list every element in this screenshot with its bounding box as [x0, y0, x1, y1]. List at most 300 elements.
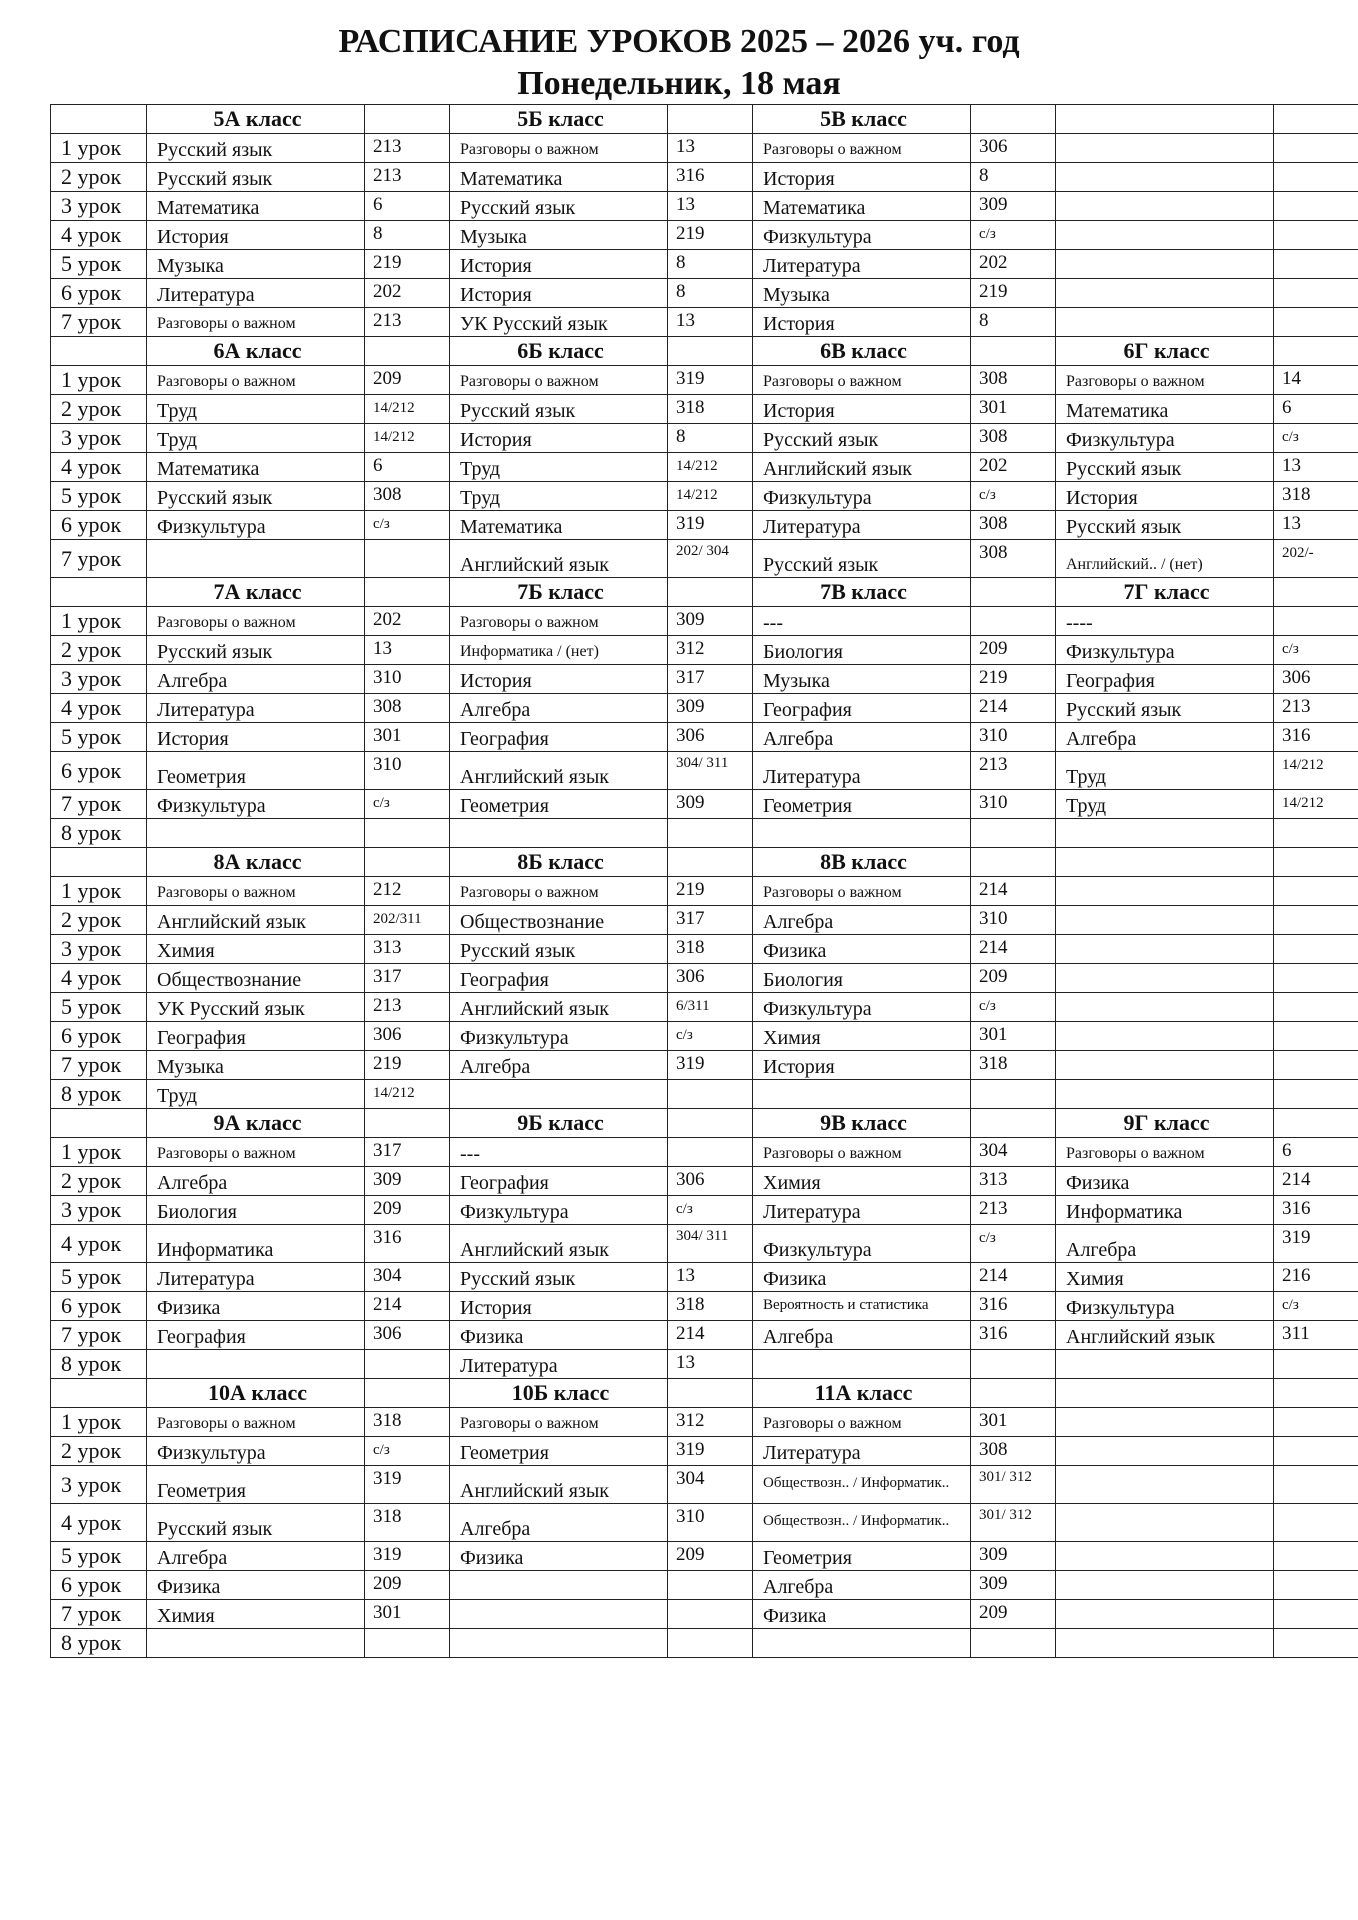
room-cell: с/з — [1274, 1292, 1358, 1321]
room-cell: 304 — [971, 1138, 1056, 1167]
subject-cell: Труд — [147, 1080, 365, 1109]
room-header-cell — [668, 337, 753, 366]
room-cell: 313 — [971, 1167, 1056, 1196]
room-cell: 213 — [365, 163, 450, 192]
lesson-row — [51, 1504, 1358, 1542]
room-cell — [971, 819, 1056, 848]
room-cell — [365, 1629, 450, 1658]
class-header-row — [51, 105, 1358, 134]
subject-cell: Физкультура — [1056, 636, 1274, 665]
lesson-row — [51, 395, 1358, 424]
lesson-number: 6 урок — [51, 511, 147, 540]
room-cell: 213 — [365, 134, 450, 163]
room-cell — [1274, 1408, 1358, 1437]
room-cell: 309 — [668, 694, 753, 723]
room-cell: 318 — [365, 1408, 450, 1437]
room-header-cell — [668, 1109, 753, 1138]
subject-cell: Алгебра — [753, 1321, 971, 1350]
header-corner-cell — [51, 105, 147, 134]
subject-cell: Труд — [450, 453, 668, 482]
lesson-number: 8 урок — [51, 1080, 147, 1109]
subject-cell: Физкультура — [753, 1225, 971, 1263]
room-cell: 306 — [668, 964, 753, 993]
room-cell: 317 — [365, 1138, 450, 1167]
lesson-row — [51, 790, 1358, 819]
lesson-number: 3 урок — [51, 935, 147, 964]
lesson-number: 1 урок — [51, 607, 147, 636]
subject-cell — [1056, 993, 1274, 1022]
room-cell: 14/212 — [365, 1080, 450, 1109]
room-cell: 14/212 — [668, 482, 753, 511]
subject-cell: Алгебра — [1056, 723, 1274, 752]
header-corner-cell — [51, 578, 147, 607]
lesson-row — [51, 1437, 1358, 1466]
subject-cell — [1056, 1437, 1274, 1466]
subject-cell: Разговоры о важном — [1056, 366, 1274, 395]
room-cell — [1274, 1571, 1358, 1600]
subject-cell: Английский язык — [450, 993, 668, 1022]
room-cell: 219 — [365, 250, 450, 279]
room-cell — [1274, 192, 1358, 221]
class-name: 11А класс — [753, 1379, 971, 1408]
room-cell: 308 — [365, 482, 450, 511]
page-subtitle: Понедельник, 18 мая — [517, 65, 841, 102]
room-header-cell — [668, 105, 753, 134]
subject-cell: История — [753, 395, 971, 424]
subject-cell: Разговоры о важном — [147, 877, 365, 906]
subject-cell: Музыка — [450, 221, 668, 250]
subject-cell: Английский язык — [450, 752, 668, 790]
subject-cell: Разговоры о важном — [147, 366, 365, 395]
subject-cell — [753, 1350, 971, 1379]
room-cell: 213 — [365, 308, 450, 337]
room-cell: 13 — [668, 192, 753, 221]
room-cell: 209 — [365, 1571, 450, 1600]
room-cell: 301/ 312 — [971, 1504, 1056, 1542]
class-name: 8В класс — [753, 848, 971, 877]
class-name: 7А класс — [147, 578, 365, 607]
room-cell: 212 — [365, 877, 450, 906]
lesson-number: 3 урок — [51, 192, 147, 221]
subject-cell — [1056, 163, 1274, 192]
room-cell: 317 — [365, 964, 450, 993]
room-cell: 13 — [668, 134, 753, 163]
subject-cell: Химия — [1056, 1263, 1274, 1292]
subject-cell: Математика — [450, 163, 668, 192]
subject-cell: Разговоры о важном — [147, 1408, 365, 1437]
schedule-table — [50, 104, 1358, 1658]
class-name: 10А класс — [147, 1379, 365, 1408]
lesson-number: 2 урок — [51, 1167, 147, 1196]
subject-cell — [1056, 877, 1274, 906]
room-cell: 14/212 — [1274, 790, 1358, 819]
subject-cell: Труд — [147, 424, 365, 453]
subject-cell — [147, 1350, 365, 1379]
lesson-row — [51, 607, 1358, 636]
subject-cell — [1056, 1571, 1274, 1600]
subject-cell: Литература — [147, 279, 365, 308]
room-cell: 219 — [668, 877, 753, 906]
room-cell: 306 — [365, 1321, 450, 1350]
lesson-row — [51, 1051, 1358, 1080]
class-name: 8А класс — [147, 848, 365, 877]
subject-cell: Алгебра — [753, 1571, 971, 1600]
lesson-number: 8 урок — [51, 1350, 147, 1379]
class-header-row — [51, 337, 1358, 366]
room-cell: 219 — [668, 221, 753, 250]
subject-cell: География — [147, 1321, 365, 1350]
room-cell — [1274, 221, 1358, 250]
class-name: 7В класс — [753, 578, 971, 607]
subject-cell: Разговоры о важном — [753, 1408, 971, 1437]
subject-cell: История — [450, 279, 668, 308]
lesson-number: 7 урок — [51, 1600, 147, 1629]
room-cell: с/з — [971, 482, 1056, 511]
room-cell: 317 — [668, 665, 753, 694]
room-cell — [668, 1600, 753, 1629]
subject-cell: Физкультура — [147, 511, 365, 540]
room-cell: 301 — [971, 395, 1056, 424]
subject-cell: Русский язык — [753, 424, 971, 453]
room-cell: 319 — [668, 1051, 753, 1080]
subject-cell: История — [450, 665, 668, 694]
lesson-number: 7 урок — [51, 1321, 147, 1350]
room-cell: 312 — [668, 1408, 753, 1437]
subject-cell — [1056, 192, 1274, 221]
subject-cell: Физкультура — [147, 790, 365, 819]
room-header-cell — [365, 1109, 450, 1138]
room-cell — [668, 1629, 753, 1658]
subject-cell: Разговоры о важном — [450, 366, 668, 395]
lesson-number: 1 урок — [51, 366, 147, 395]
subject-cell: ---- — [1056, 607, 1274, 636]
room-cell: 308 — [971, 366, 1056, 395]
room-cell: 202 — [365, 607, 450, 636]
subject-cell — [1056, 964, 1274, 993]
lesson-row — [51, 424, 1358, 453]
room-cell: 8 — [668, 279, 753, 308]
room-cell — [668, 819, 753, 848]
class-name: 6В класс — [753, 337, 971, 366]
room-cell: 318 — [365, 1504, 450, 1542]
lesson-number: 5 урок — [51, 1542, 147, 1571]
room-cell: 316 — [971, 1292, 1056, 1321]
subject-cell: Алгебра — [450, 694, 668, 723]
subject-cell — [450, 1080, 668, 1109]
room-cell — [1274, 607, 1358, 636]
room-header-cell — [365, 578, 450, 607]
room-cell: 13 — [668, 1350, 753, 1379]
lesson-number: 2 урок — [51, 163, 147, 192]
room-cell: 301/ 312 — [971, 1466, 1056, 1504]
subject-cell: Разговоры о важном — [147, 607, 365, 636]
subject-cell: Разговоры о важном — [147, 1138, 365, 1167]
lesson-number: 5 урок — [51, 1263, 147, 1292]
lesson-row — [51, 540, 1358, 578]
subject-cell: Физкультура — [450, 1196, 668, 1225]
room-cell: 304 — [365, 1263, 450, 1292]
subject-cell: Физика — [450, 1321, 668, 1350]
room-cell: 316 — [1274, 723, 1358, 752]
subject-cell: Геометрия — [147, 752, 365, 790]
lesson-row — [51, 819, 1358, 848]
subject-cell: Алгебра — [147, 665, 365, 694]
lesson-row — [51, 482, 1358, 511]
subject-cell: Математика — [147, 192, 365, 221]
subject-cell: Обществозн.. / Информатик.. — [753, 1466, 971, 1504]
subject-cell — [1056, 1504, 1274, 1542]
room-cell: 202 — [971, 250, 1056, 279]
subject-cell: Труд — [450, 482, 668, 511]
room-cell: 317 — [668, 906, 753, 935]
room-cell: с/з — [971, 993, 1056, 1022]
room-cell: 14/212 — [668, 453, 753, 482]
lesson-row — [51, 993, 1358, 1022]
subject-cell: Геометрия — [147, 1466, 365, 1504]
lesson-number: 8 урок — [51, 1629, 147, 1658]
subject-cell: Музыка — [753, 279, 971, 308]
subject-cell — [147, 1629, 365, 1658]
subject-cell: Русский язык — [147, 482, 365, 511]
subject-cell: Английский язык — [753, 453, 971, 482]
subject-cell: Физика — [753, 1600, 971, 1629]
room-cell: 301 — [365, 1600, 450, 1629]
lesson-number: 6 урок — [51, 1571, 147, 1600]
subject-cell: Английский.. / (нет) — [1056, 540, 1274, 578]
lesson-row — [51, 1022, 1358, 1051]
room-cell: 312 — [668, 636, 753, 665]
room-header-cell — [1274, 105, 1358, 134]
room-cell — [668, 1080, 753, 1109]
subject-cell — [1056, 279, 1274, 308]
subject-cell — [1056, 906, 1274, 935]
subject-cell: --- — [450, 1138, 668, 1167]
subject-cell — [1056, 935, 1274, 964]
lesson-number: 1 урок — [51, 1138, 147, 1167]
lesson-row — [51, 366, 1358, 395]
room-cell: 202/ 304 — [668, 540, 753, 578]
room-cell — [971, 1629, 1056, 1658]
room-cell — [365, 540, 450, 578]
lesson-row — [51, 163, 1358, 192]
subject-cell — [1056, 1629, 1274, 1658]
lesson-row — [51, 1629, 1358, 1658]
room-cell: 318 — [1274, 482, 1358, 511]
subject-cell: История — [147, 221, 365, 250]
subject-cell — [1056, 308, 1274, 337]
lesson-row — [51, 192, 1358, 221]
lesson-number: 1 урок — [51, 134, 147, 163]
room-cell: 214 — [668, 1321, 753, 1350]
lesson-number: 2 урок — [51, 395, 147, 424]
room-cell: 319 — [668, 366, 753, 395]
subject-cell: Русский язык — [147, 134, 365, 163]
room-cell: 8 — [365, 221, 450, 250]
lesson-row — [51, 694, 1358, 723]
subject-cell: УК Русский язык — [147, 993, 365, 1022]
lesson-row — [51, 1196, 1358, 1225]
subject-cell: Английский язык — [450, 1225, 668, 1263]
room-cell — [668, 1138, 753, 1167]
room-cell: 13 — [668, 1263, 753, 1292]
room-cell: 310 — [668, 1504, 753, 1542]
lesson-number: 5 урок — [51, 723, 147, 752]
subject-cell: Физика — [753, 1263, 971, 1292]
room-cell — [668, 1571, 753, 1600]
room-cell — [1274, 1542, 1358, 1571]
room-header-cell — [971, 337, 1056, 366]
room-cell: 309 — [971, 1542, 1056, 1571]
lesson-number: 7 урок — [51, 790, 147, 819]
room-cell: с/з — [668, 1196, 753, 1225]
room-cell — [1274, 1466, 1358, 1504]
room-cell: 13 — [1274, 511, 1358, 540]
subject-cell: УК Русский язык — [450, 308, 668, 337]
room-header-cell — [668, 1379, 753, 1408]
class-name — [1056, 848, 1274, 877]
subject-cell — [1056, 1051, 1274, 1080]
lesson-number: 2 урок — [51, 636, 147, 665]
room-cell — [1274, 964, 1358, 993]
class-name: 10Б класс — [450, 1379, 668, 1408]
room-header-cell — [971, 1109, 1056, 1138]
class-name: 9Г класс — [1056, 1109, 1274, 1138]
subject-cell: Литература — [753, 752, 971, 790]
room-cell: 209 — [971, 1600, 1056, 1629]
lesson-number: 4 урок — [51, 964, 147, 993]
class-header-row — [51, 1379, 1358, 1408]
lesson-row — [51, 1263, 1358, 1292]
lesson-number: 1 урок — [51, 1408, 147, 1437]
room-cell: 310 — [971, 723, 1056, 752]
room-cell: 308 — [971, 540, 1056, 578]
subject-cell: Физика — [1056, 1167, 1274, 1196]
room-cell — [1274, 1350, 1358, 1379]
subject-cell: Информатика — [1056, 1196, 1274, 1225]
subject-cell: География — [450, 964, 668, 993]
room-cell — [1274, 134, 1358, 163]
room-cell: 318 — [668, 395, 753, 424]
room-cell: 301 — [971, 1022, 1056, 1051]
subject-cell: Геометрия — [753, 1542, 971, 1571]
subject-cell: Труд — [147, 395, 365, 424]
room-cell: 214 — [971, 694, 1056, 723]
room-cell: 308 — [971, 1437, 1056, 1466]
room-cell: 214 — [971, 877, 1056, 906]
subject-cell: Физкультура — [753, 993, 971, 1022]
subject-cell: --- — [753, 607, 971, 636]
room-cell: 219 — [365, 1051, 450, 1080]
subject-cell: Разговоры о важном — [753, 877, 971, 906]
header-corner-cell — [51, 1109, 147, 1138]
subject-cell: Английский язык — [450, 1466, 668, 1504]
class-header-row — [51, 578, 1358, 607]
subject-cell — [1056, 1600, 1274, 1629]
subject-cell: Биология — [753, 636, 971, 665]
class-name: 5А класс — [147, 105, 365, 134]
room-cell: 214 — [365, 1292, 450, 1321]
subject-cell: Физика — [753, 935, 971, 964]
subject-cell: Физкультура — [753, 221, 971, 250]
lesson-row — [51, 134, 1358, 163]
subject-cell: Литература — [753, 1437, 971, 1466]
room-header-cell — [1274, 1379, 1358, 1408]
subject-cell: Алгебра — [753, 723, 971, 752]
room-header-cell — [365, 848, 450, 877]
lesson-number: 7 урок — [51, 308, 147, 337]
room-cell: 6/311 — [668, 993, 753, 1022]
subject-cell: История — [450, 424, 668, 453]
subject-cell: Физика — [147, 1571, 365, 1600]
subject-cell — [1056, 1466, 1274, 1504]
subject-cell: География — [753, 694, 971, 723]
room-cell: 318 — [971, 1051, 1056, 1080]
subject-cell: Разговоры о важном — [753, 366, 971, 395]
room-cell — [1274, 1022, 1358, 1051]
room-cell — [971, 1350, 1056, 1379]
lesson-row — [51, 1225, 1358, 1263]
lesson-row — [51, 636, 1358, 665]
subject-cell: Математика — [753, 192, 971, 221]
subject-cell: География — [450, 723, 668, 752]
room-cell: 216 — [1274, 1263, 1358, 1292]
class-name: 5В класс — [753, 105, 971, 134]
room-cell: 319 — [1274, 1225, 1358, 1263]
subject-cell — [450, 1571, 668, 1600]
room-cell: 309 — [971, 1571, 1056, 1600]
lesson-row — [51, 1350, 1358, 1379]
subject-cell: Русский язык — [753, 540, 971, 578]
lesson-number: 5 урок — [51, 250, 147, 279]
room-header-cell — [365, 337, 450, 366]
room-cell: 308 — [971, 511, 1056, 540]
room-cell — [365, 1350, 450, 1379]
class-name — [1056, 105, 1274, 134]
room-cell: 301 — [971, 1408, 1056, 1437]
room-cell: 316 — [1274, 1196, 1358, 1225]
room-cell — [1274, 877, 1358, 906]
room-cell: 14 — [1274, 366, 1358, 395]
subject-cell: Геометрия — [753, 790, 971, 819]
room-cell: 213 — [1274, 694, 1358, 723]
lesson-row — [51, 1292, 1358, 1321]
room-cell: 214 — [971, 1263, 1056, 1292]
room-cell: 308 — [971, 424, 1056, 453]
room-cell: 309 — [668, 607, 753, 636]
subject-cell: Алгебра — [450, 1051, 668, 1080]
room-cell: с/з — [365, 790, 450, 819]
subject-cell — [1056, 819, 1274, 848]
room-cell: 319 — [365, 1542, 450, 1571]
room-cell: 8 — [668, 250, 753, 279]
room-cell: 213 — [971, 752, 1056, 790]
subject-cell: Алгебра — [147, 1542, 365, 1571]
lesson-row — [51, 279, 1358, 308]
subject-cell: Литература — [753, 1196, 971, 1225]
class-name: 9Б класс — [450, 1109, 668, 1138]
room-cell: 319 — [365, 1466, 450, 1504]
subject-cell: Алгебра — [147, 1167, 365, 1196]
lesson-row — [51, 1321, 1358, 1350]
subject-cell — [450, 819, 668, 848]
subject-cell: Разговоры о важном — [1056, 1138, 1274, 1167]
room-cell: 209 — [365, 366, 450, 395]
room-cell: с/з — [971, 221, 1056, 250]
class-header-row — [51, 1109, 1358, 1138]
lesson-row — [51, 1167, 1358, 1196]
subject-cell — [1056, 134, 1274, 163]
subject-cell — [1056, 1080, 1274, 1109]
